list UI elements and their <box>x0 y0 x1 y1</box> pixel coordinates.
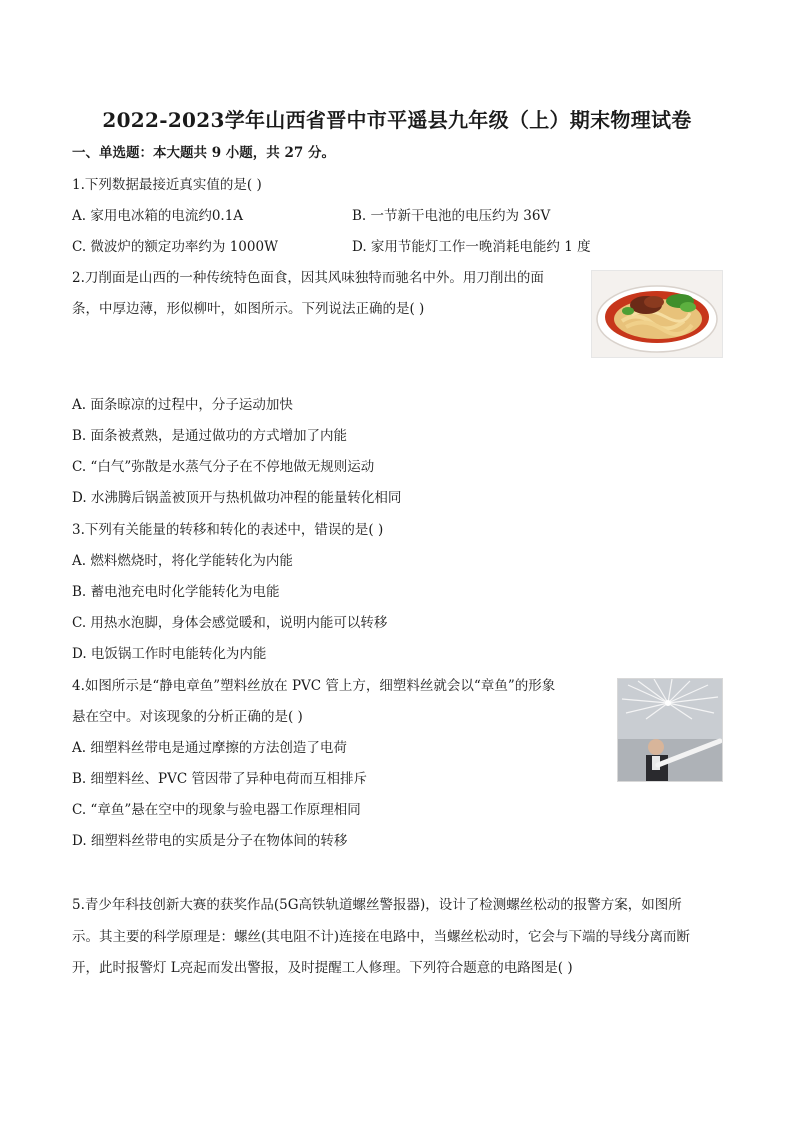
q4-option-d: D. 细塑料丝带电的实质是分子在物体间的转移 <box>72 833 348 849</box>
q1-option-d: D. 家用节能灯工作一晚消耗电能约 1 度 <box>352 239 591 255</box>
q3-option-b: B. 蓄电池充电时化学能转化为电能 <box>72 584 280 600</box>
q3-option-d: D. 电饭锅工作时电能转化为内能 <box>72 646 267 662</box>
page-title: 2022-2023学年山西省晋中市平遥县九年级（上）期末物理试卷 <box>102 108 692 132</box>
q1-option-b: B. 一节新干电池的电压约为 36V <box>352 208 551 224</box>
noodle-bowl-image <box>591 270 723 358</box>
q4-option-c: C. “章鱼”悬在空中的现象与验电器工作原理相同 <box>72 802 361 818</box>
q1-option-a: A. 家用电冰箱的电流约0.1A <box>72 208 244 224</box>
noodle-bowl-icon <box>592 271 722 357</box>
q4-stem-line1: 4.如图所示是“静电章鱼”塑料丝放在 PVC 管上方，细塑料丝就会以“章鱼”的形象 <box>72 678 556 694</box>
q3-option-c: C. 用热水泡脚，身体会感觉暖和，说明内能可以转移 <box>72 615 388 631</box>
q4-stem-line2: 悬在空中。对该现象的分析正确的是( ) <box>72 709 303 725</box>
q2-option-c: C. “白气”弥散是水蒸气分子在不停地做无规则运动 <box>72 459 375 475</box>
q3-stem: 3.下列有关能量的转移和转化的表述中，错误的是( ) <box>72 522 384 538</box>
q1-stem: 1.下列数据最接近真实值的是( ) <box>72 177 262 193</box>
section-heading: 一、单选题：本大题共 9 小题，共 27 分。 <box>72 145 335 161</box>
q5-stem-line2: 示。其主要的科学原理是：螺丝(其电阻不计)连接在电路中，当螺丝松动时，它会与下端的导线分离而断 <box>72 929 691 945</box>
q2-stem-line2: 条，中厚边薄，形似柳叶，如图所示。下列说法正确的是( ) <box>72 301 425 317</box>
q4-option-a: A. 细塑料丝带电是通过摩擦的方法创造了电荷 <box>72 740 347 756</box>
q1-option-c: C. 微波炉的额定功率约为 1000W <box>72 239 278 255</box>
q3-option-a: A. 燃料燃烧时，将化学能转化为内能 <box>72 553 293 569</box>
q2-option-b: B. 面条被煮熟，是通过做功的方式增加了内能 <box>72 428 348 444</box>
static-octopus-image <box>617 678 723 782</box>
q2-stem-line1: 2.刀削面是山西的一种传统特色面食，因其风味独特而驰名中外。用刀削出的面 <box>72 270 544 286</box>
q2-option-d: D. 水沸腾后锅盖被顶开与热机做功冲程的能量转化相同 <box>72 490 402 506</box>
q5-stem-line3: 开，此时报警灯 L亮起而发出警报，及时提醒工人修理。下列符合题意的电路图是( ) <box>72 960 573 976</box>
q5-stem-line1: 5.青少年科技创新大赛的获奖作品(5G高铁轨道螺丝警报器)，设计了检测螺丝松动的报警方案，如图所 <box>72 897 682 913</box>
q4-option-b: B. 细塑料丝、PVC 管因带了异种电荷而互相排斥 <box>72 771 367 787</box>
static-octopus-icon <box>618 679 722 781</box>
q2-option-a: A. 面条晾凉的过程中，分子运动加快 <box>72 397 293 413</box>
